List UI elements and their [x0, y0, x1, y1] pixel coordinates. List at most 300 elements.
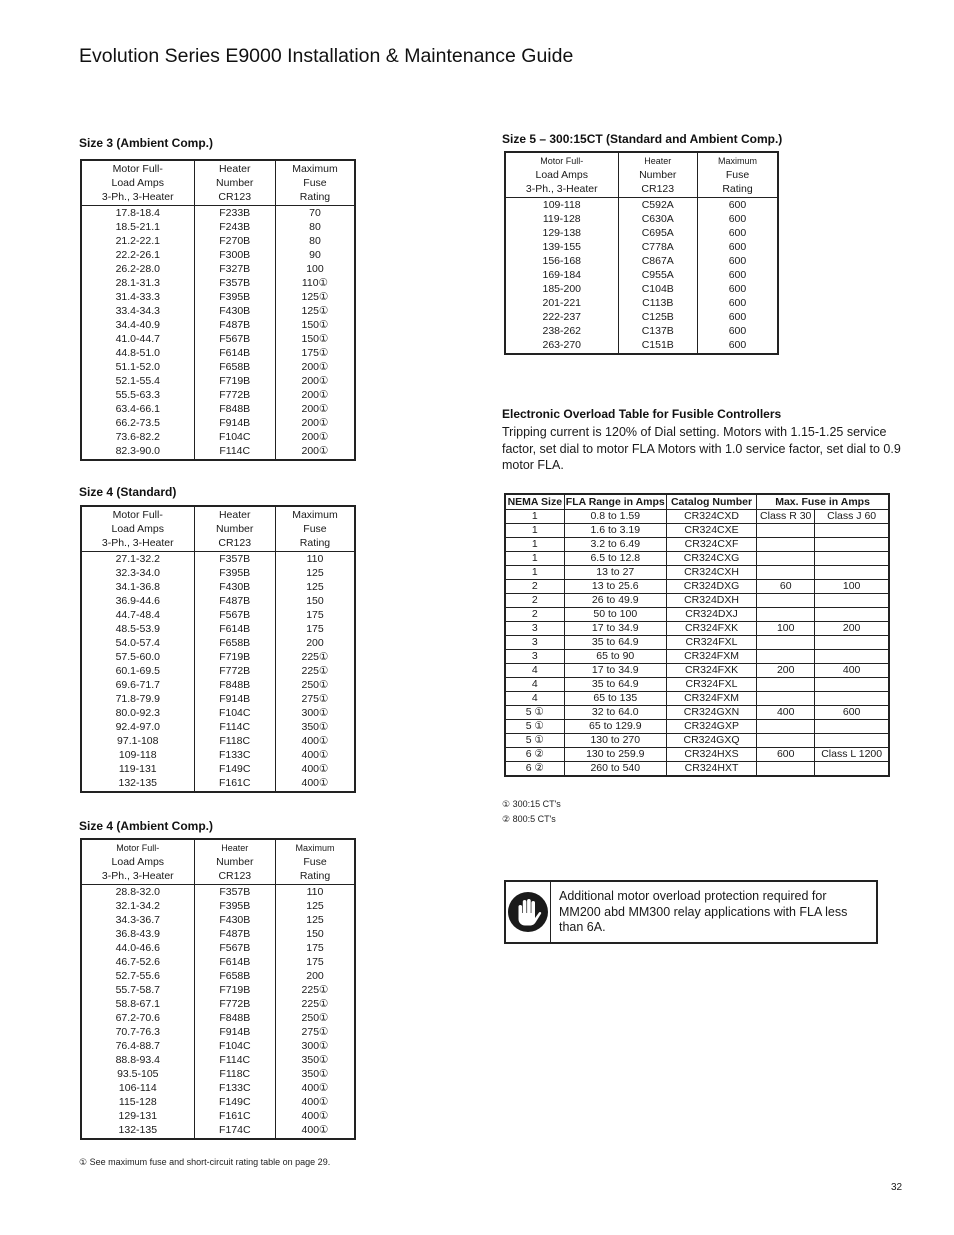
- motor-fla-cell: 88.8-93.4: [115, 1054, 160, 1066]
- heater-number-cell: F487B: [194, 594, 275, 608]
- catalog-number-cell: CR324DXH: [666, 594, 756, 608]
- max-fuse-cell: 600: [697, 310, 778, 324]
- catalog-number-cell: CR324FXK: [666, 622, 756, 636]
- motor-fla-cell: 58.8-67.1: [115, 998, 160, 1010]
- max-fuse-r-cell: [757, 720, 815, 734]
- motor-fla-cell: 156-168: [542, 255, 582, 267]
- heater-number-cell: F357B: [194, 552, 275, 567]
- motor-fla-cell: 54.0-57.4: [115, 637, 160, 649]
- table-row: [81, 430, 355, 444]
- motor-fla-cell: 129-131: [118, 1110, 158, 1122]
- table-row: [505, 212, 778, 226]
- heater-number-cell: F149C: [194, 1095, 275, 1109]
- motor-fla-cell: 55.7-58.7: [115, 984, 160, 996]
- max-fuse-cell: 200: [276, 969, 356, 983]
- max-fuse-r-cell: [757, 636, 815, 650]
- max-fuse-cell: 175①: [275, 346, 355, 360]
- motor-fla-cell: 21.2-22.1: [115, 235, 160, 247]
- heater-number-cell: F161C: [194, 776, 275, 792]
- motor-fla-cell: 67.2-70.6: [115, 1012, 160, 1024]
- max-fuse-cell: 80: [275, 234, 355, 248]
- max-fuse-cell: 110: [276, 885, 356, 900]
- max-fuse-cell: 300①: [276, 1039, 356, 1053]
- heater-number-cell: C104B: [618, 282, 697, 296]
- motor-fla-cell: 97.1-108: [117, 735, 159, 747]
- table-row: [81, 262, 355, 276]
- table-row: [505, 636, 889, 650]
- motor-fla-cell: 93.5-105: [117, 1068, 159, 1080]
- table-row: [81, 941, 355, 955]
- motor-fla-cell: 119-128: [542, 213, 581, 225]
- heater-number-cell: F430B: [194, 580, 275, 594]
- catalog-number-cell: CR324GXN: [666, 706, 756, 720]
- size4-standard-title: Size 4 (Standard): [79, 485, 177, 499]
- nema-size-cell: 6 ②: [505, 748, 564, 762]
- heater-number-cell: F149C: [194, 762, 275, 776]
- heater-number-cell: C695A: [618, 226, 697, 240]
- motor-fla-cell: 129-138: [542, 227, 582, 239]
- max-fuse-cell: 400①: [276, 1123, 356, 1139]
- table-row: [81, 290, 355, 304]
- motor-fla-cell: 82.3-90.0: [115, 445, 160, 457]
- nema-size-cell: 3: [505, 650, 564, 664]
- nema-size-cell: 2: [505, 594, 564, 608]
- max-fuse-cell: 600: [697, 212, 778, 226]
- table-row: [81, 416, 355, 430]
- motor-fla-cell: 34.1-36.8: [115, 581, 160, 593]
- max-fuse-cell: 150: [276, 927, 356, 941]
- table-row: [505, 282, 778, 296]
- motor-fla-cell: 60.1-69.5: [115, 665, 160, 677]
- heater-number-cell: F114C: [194, 444, 275, 460]
- motor-fla-cell: 22.2-26.1: [115, 249, 160, 261]
- max-fuse-j-cell: 400: [815, 664, 889, 678]
- table-row: [81, 983, 355, 997]
- nema-size-cell: 5 ①: [505, 720, 564, 734]
- max-fuse-cell: 600: [697, 240, 778, 254]
- table-row: [81, 1123, 355, 1139]
- table-row: [81, 650, 355, 664]
- heater-number-cell: C113B: [618, 296, 697, 310]
- fuse-rating-footnote: ① See maximum fuse and short-circuit rating table on page 29.: [79, 1157, 331, 1167]
- heater-number-cell: F104C: [194, 430, 275, 444]
- max-fuse-cell: 400①: [276, 1109, 356, 1123]
- max-fuse-cell: 600: [697, 282, 778, 296]
- motor-fla-cell: 34.3-36.7: [115, 914, 160, 926]
- max-fuse-r-cell: [757, 678, 815, 692]
- heater-number-cell: F614B: [194, 955, 275, 969]
- table-row: [505, 198, 778, 213]
- max-fuse-cell: 150①: [275, 332, 355, 346]
- motor-fla-cell: 27.1-32.2: [115, 553, 160, 565]
- motor-fla-cell: 36.9-44.6: [115, 595, 160, 607]
- max-fuse-r-cell: [757, 734, 815, 748]
- max-fuse-cell: 225①: [275, 650, 355, 664]
- max-fuse-cell: 350①: [276, 1067, 356, 1081]
- heater-number-cell: F233B: [194, 206, 275, 221]
- max-fuse-j-cell: 600: [815, 706, 889, 720]
- table-row: [81, 955, 355, 969]
- nema-size-cell: 2: [505, 580, 564, 594]
- max-fuse-cell: 600: [697, 338, 778, 354]
- fla-range-cell: 17 to 34.9: [564, 622, 666, 636]
- motor-fla-cell: 201-221: [542, 297, 582, 309]
- motor-fla-cell: 109-118: [542, 199, 581, 211]
- heater-number-cell: F914B: [194, 1025, 275, 1039]
- max-fuse-cell: 175: [276, 955, 356, 969]
- max-fuse-j-cell: [815, 762, 889, 777]
- nema-size-cell: 4: [505, 678, 564, 692]
- fla-range-cell: 65 to 135: [564, 692, 666, 706]
- max-fuse-cell: 110①: [275, 276, 355, 290]
- table-row: [505, 268, 778, 282]
- max-fuse-cell: 400①: [275, 734, 355, 748]
- heater-number-cell: F114C: [194, 720, 275, 734]
- table-row: [505, 552, 889, 566]
- max-fuse-cell: 175: [276, 941, 356, 955]
- heater-number-cell: F430B: [194, 913, 275, 927]
- table-row: [81, 1025, 355, 1039]
- table-row: [505, 254, 778, 268]
- motor-fla-cell: 76.4-88.7: [115, 1040, 160, 1052]
- max-fuse-cell: 200①: [275, 360, 355, 374]
- max-fuse-cell: 400①: [275, 776, 355, 792]
- max-fuse-j-cell: 200: [815, 622, 889, 636]
- col-header-motor-fla: Motor Full- Load Amps 3-Ph., 3-Heater: [81, 160, 194, 206]
- max-fuse-cell: 200①: [275, 430, 355, 444]
- table-row: [81, 969, 355, 983]
- table-row: [81, 220, 355, 234]
- motor-fla-cell: 44.0-46.6: [115, 942, 160, 954]
- heater-number-cell: F161C: [194, 1109, 275, 1123]
- fla-range-cell: 50 to 100: [564, 608, 666, 622]
- table-row: [505, 226, 778, 240]
- max-fuse-cell: 200: [275, 636, 355, 650]
- table-row: [505, 524, 889, 538]
- max-fuse-j-cell: [815, 636, 889, 650]
- max-fuse-cell: 350①: [275, 720, 355, 734]
- max-fuse-cell: 600: [697, 198, 778, 213]
- max-fuse-r-cell: [757, 594, 815, 608]
- overload-table: [504, 493, 890, 777]
- table-row: [505, 678, 889, 692]
- heater-number-cell: C778A: [618, 240, 697, 254]
- catalog-number-cell: CR324GXP: [666, 720, 756, 734]
- nema-size-cell: 6 ②: [505, 762, 564, 777]
- table-row: [81, 594, 355, 608]
- heater-number-cell: F300B: [194, 248, 275, 262]
- table-row: [505, 310, 778, 324]
- motor-fla-cell: 32.3-34.0: [115, 567, 160, 579]
- heater-number-cell: F719B: [194, 374, 275, 388]
- motor-fla-cell: 44.7-48.4: [115, 609, 160, 621]
- motor-fla-cell: 71.8-79.9: [115, 693, 160, 705]
- max-fuse-cell: 125①: [275, 290, 355, 304]
- col-header-heater-number: Heater Number CR123: [194, 506, 275, 552]
- fla-range-cell: 0.8 to 1.59: [564, 510, 666, 524]
- max-fuse-j-cell: [815, 650, 889, 664]
- max-fuse-j-cell: [815, 678, 889, 692]
- heater-number-cell: F848B: [194, 1011, 275, 1025]
- motor-fla-cell: 132-135: [118, 777, 158, 789]
- col-header-motor-fla: Motor Full- Load Amps 3-Ph., 3-Heater: [505, 152, 618, 198]
- max-fuse-j-cell: [815, 552, 889, 566]
- motor-fla-cell: 169-184: [542, 269, 582, 281]
- fla-range-cell: 65 to 129.9: [564, 720, 666, 734]
- heater-number-cell: F658B: [194, 636, 275, 650]
- max-fuse-cell: 125: [275, 566, 355, 580]
- table-row: [505, 580, 889, 594]
- motor-fla-cell: 132-135: [118, 1124, 158, 1136]
- table-row: [81, 664, 355, 678]
- table-row: [81, 580, 355, 594]
- col-header-max-fuse: Maximum Fuse Rating: [275, 160, 355, 206]
- motor-fla-cell: 73.6-82.2: [115, 431, 160, 443]
- heater-number-cell: F567B: [194, 941, 275, 955]
- max-fuse-j-cell: [815, 594, 889, 608]
- overload-title: Electronic Overload Table for Fusible Controllers: [502, 407, 782, 421]
- nema-size-cell: 1: [505, 510, 564, 524]
- max-fuse-cell: 200①: [275, 388, 355, 402]
- heater-number-cell: F133C: [194, 1081, 275, 1095]
- heater-number-cell: C867A: [618, 254, 697, 268]
- heater-number-cell: F395B: [194, 290, 275, 304]
- fla-range-cell: 6.5 to 12.8: [564, 552, 666, 566]
- nema-size-cell: 5 ①: [505, 734, 564, 748]
- motor-fla-cell: 106-114: [118, 1082, 157, 1094]
- max-fuse-cell: 175: [275, 608, 355, 622]
- max-fuse-j-cell: [815, 524, 889, 538]
- table-row: [81, 748, 355, 762]
- heater-number-cell: C592A: [618, 198, 697, 213]
- table-row: [81, 248, 355, 262]
- size4-standard-table: [80, 505, 356, 793]
- overload-description: Tripping current is 120% of Dial setting. Motors with 1.15-1.25 service factor, set dial to motor FLA Motors with 1.0 service factor, set dial to 0.9 motor FLA.: [502, 425, 901, 472]
- table-row: [505, 510, 889, 524]
- table-row: [81, 720, 355, 734]
- table-row: [81, 636, 355, 650]
- nema-size-cell: 3: [505, 636, 564, 650]
- motor-fla-cell: 115-128: [118, 1096, 157, 1108]
- heater-number-cell: F848B: [194, 402, 275, 416]
- heater-number-cell: F567B: [194, 608, 275, 622]
- table-row: [505, 296, 778, 310]
- max-fuse-cell: 200①: [275, 402, 355, 416]
- heater-number-cell: C630A: [618, 212, 697, 226]
- motor-fla-cell: 46.7-52.6: [115, 956, 160, 968]
- max-fuse-r-cell: [757, 538, 815, 552]
- max-fuse-r-cell: [757, 524, 815, 538]
- max-fuse-cell: 70: [275, 206, 355, 221]
- table-row: [505, 664, 889, 678]
- col-header-heater-number: Heater Number CR123: [618, 152, 697, 198]
- motor-fla-cell: 18.5-21.1: [115, 221, 160, 233]
- heater-number-cell: F270B: [194, 234, 275, 248]
- motor-fla-cell: 55.5-63.3: [115, 389, 160, 401]
- max-fuse-cell: 400①: [275, 762, 355, 776]
- table-row: [81, 566, 355, 580]
- size3-ambient-title: Size 3 (Ambient Comp.): [79, 136, 214, 150]
- col-header-max-fuse: Max. Fuse in Amps: [757, 494, 889, 510]
- heater-number-cell: F614B: [194, 346, 275, 360]
- nema-size-cell: 1: [505, 566, 564, 580]
- max-fuse-cell: 300①: [275, 706, 355, 720]
- heater-number-cell: C955A: [618, 268, 697, 282]
- max-fuse-r-cell: [757, 692, 815, 706]
- max-fuse-r-cell: 400: [757, 706, 815, 720]
- table-row: [81, 692, 355, 706]
- table-row: [505, 734, 889, 748]
- max-fuse-j-cell: [815, 566, 889, 580]
- col-header-max-fuse: Maximum Fuse Rating: [697, 152, 778, 198]
- motor-fla-cell: 28.8-32.0: [115, 886, 160, 898]
- col-header-max-fuse: Maximum Fuse Rating: [275, 506, 355, 552]
- nema-size-cell: 4: [505, 664, 564, 678]
- max-fuse-cell: 125: [276, 899, 356, 913]
- table-row: [81, 1081, 355, 1095]
- motor-fla-cell: 32.1-34.2: [115, 900, 160, 912]
- warning-note-text: Additional motor overload protection required for MM200 abd MM300 relay applications with FLA less than 6A.: [559, 889, 848, 934]
- nema-size-cell: 1: [505, 552, 564, 566]
- table-row: [81, 776, 355, 792]
- max-fuse-r-cell: 600: [757, 748, 815, 762]
- max-fuse-cell: 400①: [276, 1081, 356, 1095]
- max-fuse-cell: 175: [275, 622, 355, 636]
- heater-number-cell: F114C: [194, 1053, 275, 1067]
- fla-range-cell: 130 to 270: [564, 734, 666, 748]
- motor-fla-cell: 263-270: [542, 339, 582, 351]
- motor-fla-cell: 80.0-92.3: [115, 707, 160, 719]
- max-fuse-cell: 225①: [275, 664, 355, 678]
- motor-fla-cell: 36.8-43.9: [115, 928, 160, 940]
- motor-fla-cell: 28.1-31.3: [115, 277, 160, 289]
- max-fuse-cell: 275①: [276, 1025, 356, 1039]
- col-header-motor-fla: Motor Full- Load Amps 3-Ph., 3-Heater: [81, 506, 194, 552]
- col-header-nema-size: NEMA Size: [505, 494, 564, 510]
- fla-range-cell: 35 to 64.9: [564, 678, 666, 692]
- table-row: [81, 402, 355, 416]
- nema-size-cell: 1: [505, 524, 564, 538]
- max-fuse-cell: 275①: [275, 692, 355, 706]
- warning-note: [504, 880, 878, 944]
- max-fuse-cell: 125: [275, 580, 355, 594]
- heater-number-cell: F914B: [194, 692, 275, 706]
- size4-ambient-table: [80, 838, 356, 1140]
- max-fuse-cell: 600: [697, 296, 778, 310]
- motor-fla-cell: 41.0-44.7: [115, 333, 160, 345]
- max-fuse-r-cell: [757, 650, 815, 664]
- nema-size-cell: 4: [505, 692, 564, 706]
- table-row: [81, 1039, 355, 1053]
- heater-number-cell: F487B: [194, 318, 275, 332]
- catalog-number-cell: CR324FXL: [666, 636, 756, 650]
- heater-number-cell: F772B: [194, 997, 275, 1011]
- table-row: [81, 622, 355, 636]
- max-fuse-cell: 150: [275, 594, 355, 608]
- catalog-number-cell: CR324CXD: [666, 510, 756, 524]
- motor-fla-cell: 52.7-55.6: [115, 970, 160, 982]
- catalog-number-cell: CR324CXG: [666, 552, 756, 566]
- catalog-number-cell: CR324DXJ: [666, 608, 756, 622]
- max-fuse-j-cell: Class L 1200: [815, 748, 889, 762]
- max-fuse-cell: 250①: [275, 678, 355, 692]
- heater-number-cell: C125B: [618, 310, 697, 324]
- table-row: [505, 594, 889, 608]
- table-row: [81, 762, 355, 776]
- heater-number-cell: F658B: [194, 360, 275, 374]
- table-row: [505, 692, 889, 706]
- table-row: [81, 444, 355, 460]
- heater-number-cell: F719B: [194, 983, 275, 997]
- heater-number-cell: F133C: [194, 748, 275, 762]
- heater-number-cell: F357B: [194, 885, 275, 900]
- motor-fla-cell: 31.4-33.3: [115, 291, 160, 303]
- max-fuse-r-cell: Class R 30: [757, 510, 815, 524]
- table-row: [81, 1053, 355, 1067]
- max-fuse-cell: 600: [697, 226, 778, 240]
- catalog-number-cell: CR324CXF: [666, 538, 756, 552]
- table-row: [81, 1095, 355, 1109]
- catalog-number-cell: CR324FXM: [666, 650, 756, 664]
- max-fuse-cell: 200①: [275, 374, 355, 388]
- fla-range-cell: 17 to 34.9: [564, 664, 666, 678]
- max-fuse-r-cell: [757, 608, 815, 622]
- fla-range-cell: 260 to 540: [564, 762, 666, 777]
- max-fuse-cell: 400①: [276, 1095, 356, 1109]
- heater-number-cell: F243B: [194, 220, 275, 234]
- max-fuse-cell: 200①: [275, 416, 355, 430]
- max-fuse-r-cell: 200: [757, 664, 815, 678]
- motor-fla-cell: 52.1-55.4: [115, 375, 160, 387]
- max-fuse-r-cell: 100: [757, 622, 815, 636]
- motor-fla-cell: 70.7-76.3: [115, 1026, 160, 1038]
- catalog-number-cell: CR324HXS: [666, 748, 756, 762]
- max-fuse-cell: 400①: [275, 748, 355, 762]
- heater-number-cell: C137B: [618, 324, 697, 338]
- fla-range-cell: 35 to 64.9: [564, 636, 666, 650]
- fla-range-cell: 1.6 to 3.19: [564, 524, 666, 538]
- table-row: [505, 566, 889, 580]
- heater-number-cell: F118C: [194, 1067, 275, 1081]
- fla-range-cell: 26 to 49.9: [564, 594, 666, 608]
- col-header-heater-number: Heater Number CR123: [194, 839, 275, 885]
- max-fuse-j-cell: Class J 60: [815, 510, 889, 524]
- nema-size-cell: 5 ①: [505, 706, 564, 720]
- max-fuse-cell: 125: [276, 913, 356, 927]
- table-row: [505, 748, 889, 762]
- heater-number-cell: C151B: [618, 338, 697, 354]
- heater-number-cell: F567B: [194, 332, 275, 346]
- max-fuse-cell: 100: [275, 262, 355, 276]
- table-row: [81, 374, 355, 388]
- motor-fla-cell: 238-262: [542, 325, 582, 337]
- motor-fla-cell: 33.4-34.3: [115, 305, 160, 317]
- catalog-number-cell: CR324HXT: [666, 762, 756, 777]
- catalog-number-cell: CR324GXQ: [666, 734, 756, 748]
- table-row: [505, 608, 889, 622]
- heater-number-cell: F174C: [194, 1123, 275, 1139]
- heater-number-cell: F772B: [194, 388, 275, 402]
- table-row: [81, 678, 355, 692]
- size5-ct-table: [504, 151, 779, 355]
- max-fuse-cell: 600: [697, 324, 778, 338]
- fla-range-cell: 130 to 259.9: [564, 748, 666, 762]
- size5-ct-title: Size 5 – 300:15CT (Standard and Ambient Comp.): [502, 132, 783, 146]
- table-row: [81, 608, 355, 622]
- col-header-catalog-number: Catalog Number: [666, 494, 756, 510]
- hand-stop-icon: [506, 882, 551, 942]
- heater-number-cell: F658B: [194, 969, 275, 983]
